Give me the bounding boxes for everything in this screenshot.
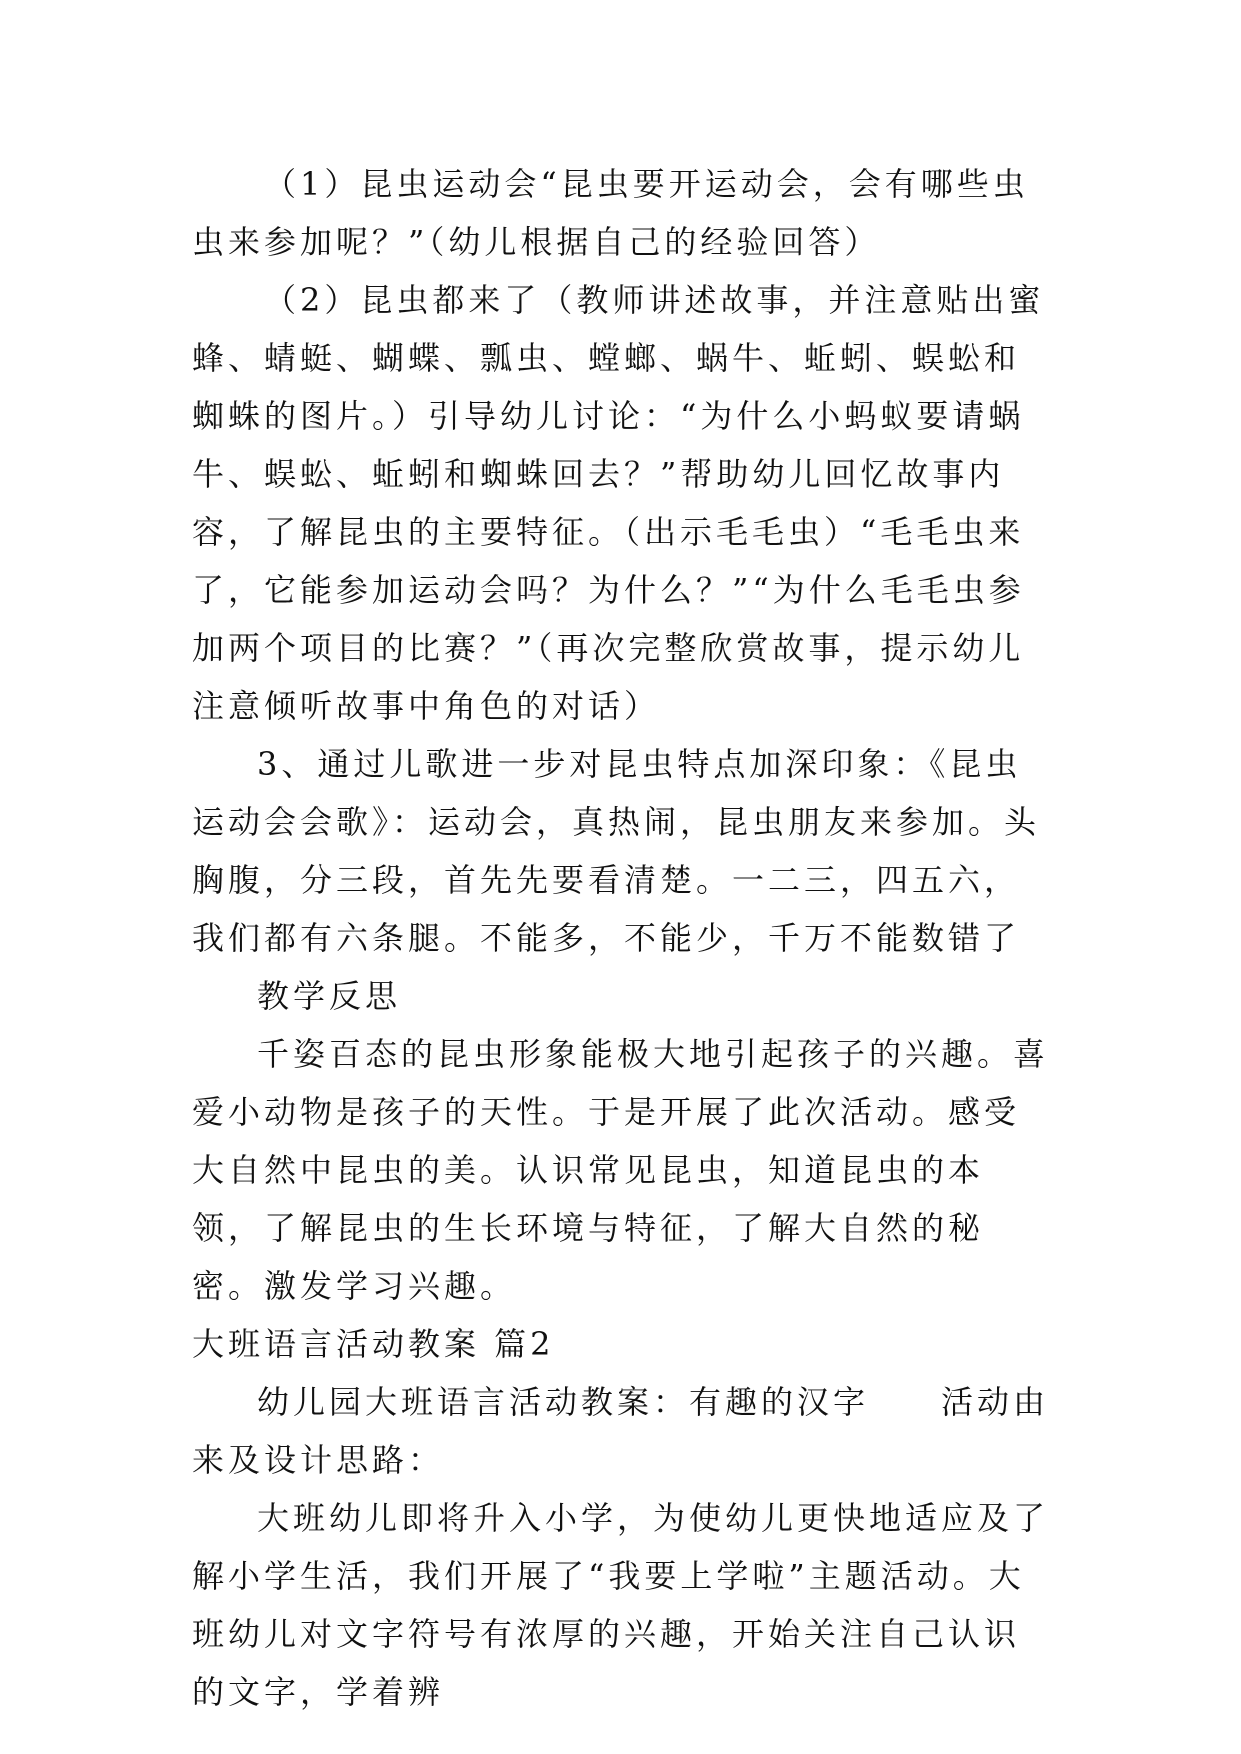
- section-title-lesson-2: 大班语言活动教案 篇2: [192, 1325, 555, 1363]
- paragraph-insects-arrive: （2）昆虫都来了（教师讲述故事，并注意贴出蜜蜂、蜻蜓、蝴蝶、瓢虫、螳螂、蜗牛、蚯蚓、蜈蚣和蜘蛛的图片。）引导幼儿讨论：“为什么小蚂蚁要请蜗牛、蜈蚣、蚯蚓和蜘蛛回去？”帮助幼儿回忆故事内容，了解昆虫的主要特征。（出示毛毛虫）“毛毛虫来了，它能参加运动会吗？为什么？”“为什么毛毛虫参加两个项目的比赛？”（再次完整欣赏故事，提示幼儿注意倾听故事中角色的对话）: [192, 281, 1045, 725]
- teaching-reflection-heading: 教学反思: [257, 977, 402, 1015]
- document-body: [192, 155, 1052, 1721]
- paragraph-lesson-intro: 幼儿园大班语言活动教案：有趣的汉字 活动由来及设计思路：: [192, 1383, 1050, 1479]
- paragraph-reflection: 千姿百态的昆虫形象能极大地引起孩子的兴趣。喜爱小动物是孩子的天性。于是开展了此次活动。感受大自然中昆虫的美。认识常见昆虫，知道昆虫的本领，了解昆虫的生长环境与特征，了解大自然的秘密。激发学习兴趣。: [192, 1035, 1050, 1305]
- paragraph-insect-sports-meet: （1）昆虫运动会“昆虫要开运动会，会有哪些虫虫来参加呢？”（幼儿根据自己的经验回答）: [192, 165, 1029, 261]
- paragraph-nursery-rhyme: 3、通过儿歌进一步对昆虫特点加深印象：《昆虫运动会会歌》：运动会，真热闹，昆虫朋友来参加。头胸腹，分三段，首先先要看清楚。一二三，四五六，我们都有六条腿。不能多，不能少，千万不能数错了: [192, 745, 1041, 957]
- paragraph-lesson-background: 大班幼儿即将升入小学，为使幼儿更快地适应及了解小学生活，我们开展了“我要上学啦”主题活动。大班幼儿对文字符号有浓厚的兴趣，开始关注自己认识的文字，学着辨: [192, 1499, 1050, 1711]
